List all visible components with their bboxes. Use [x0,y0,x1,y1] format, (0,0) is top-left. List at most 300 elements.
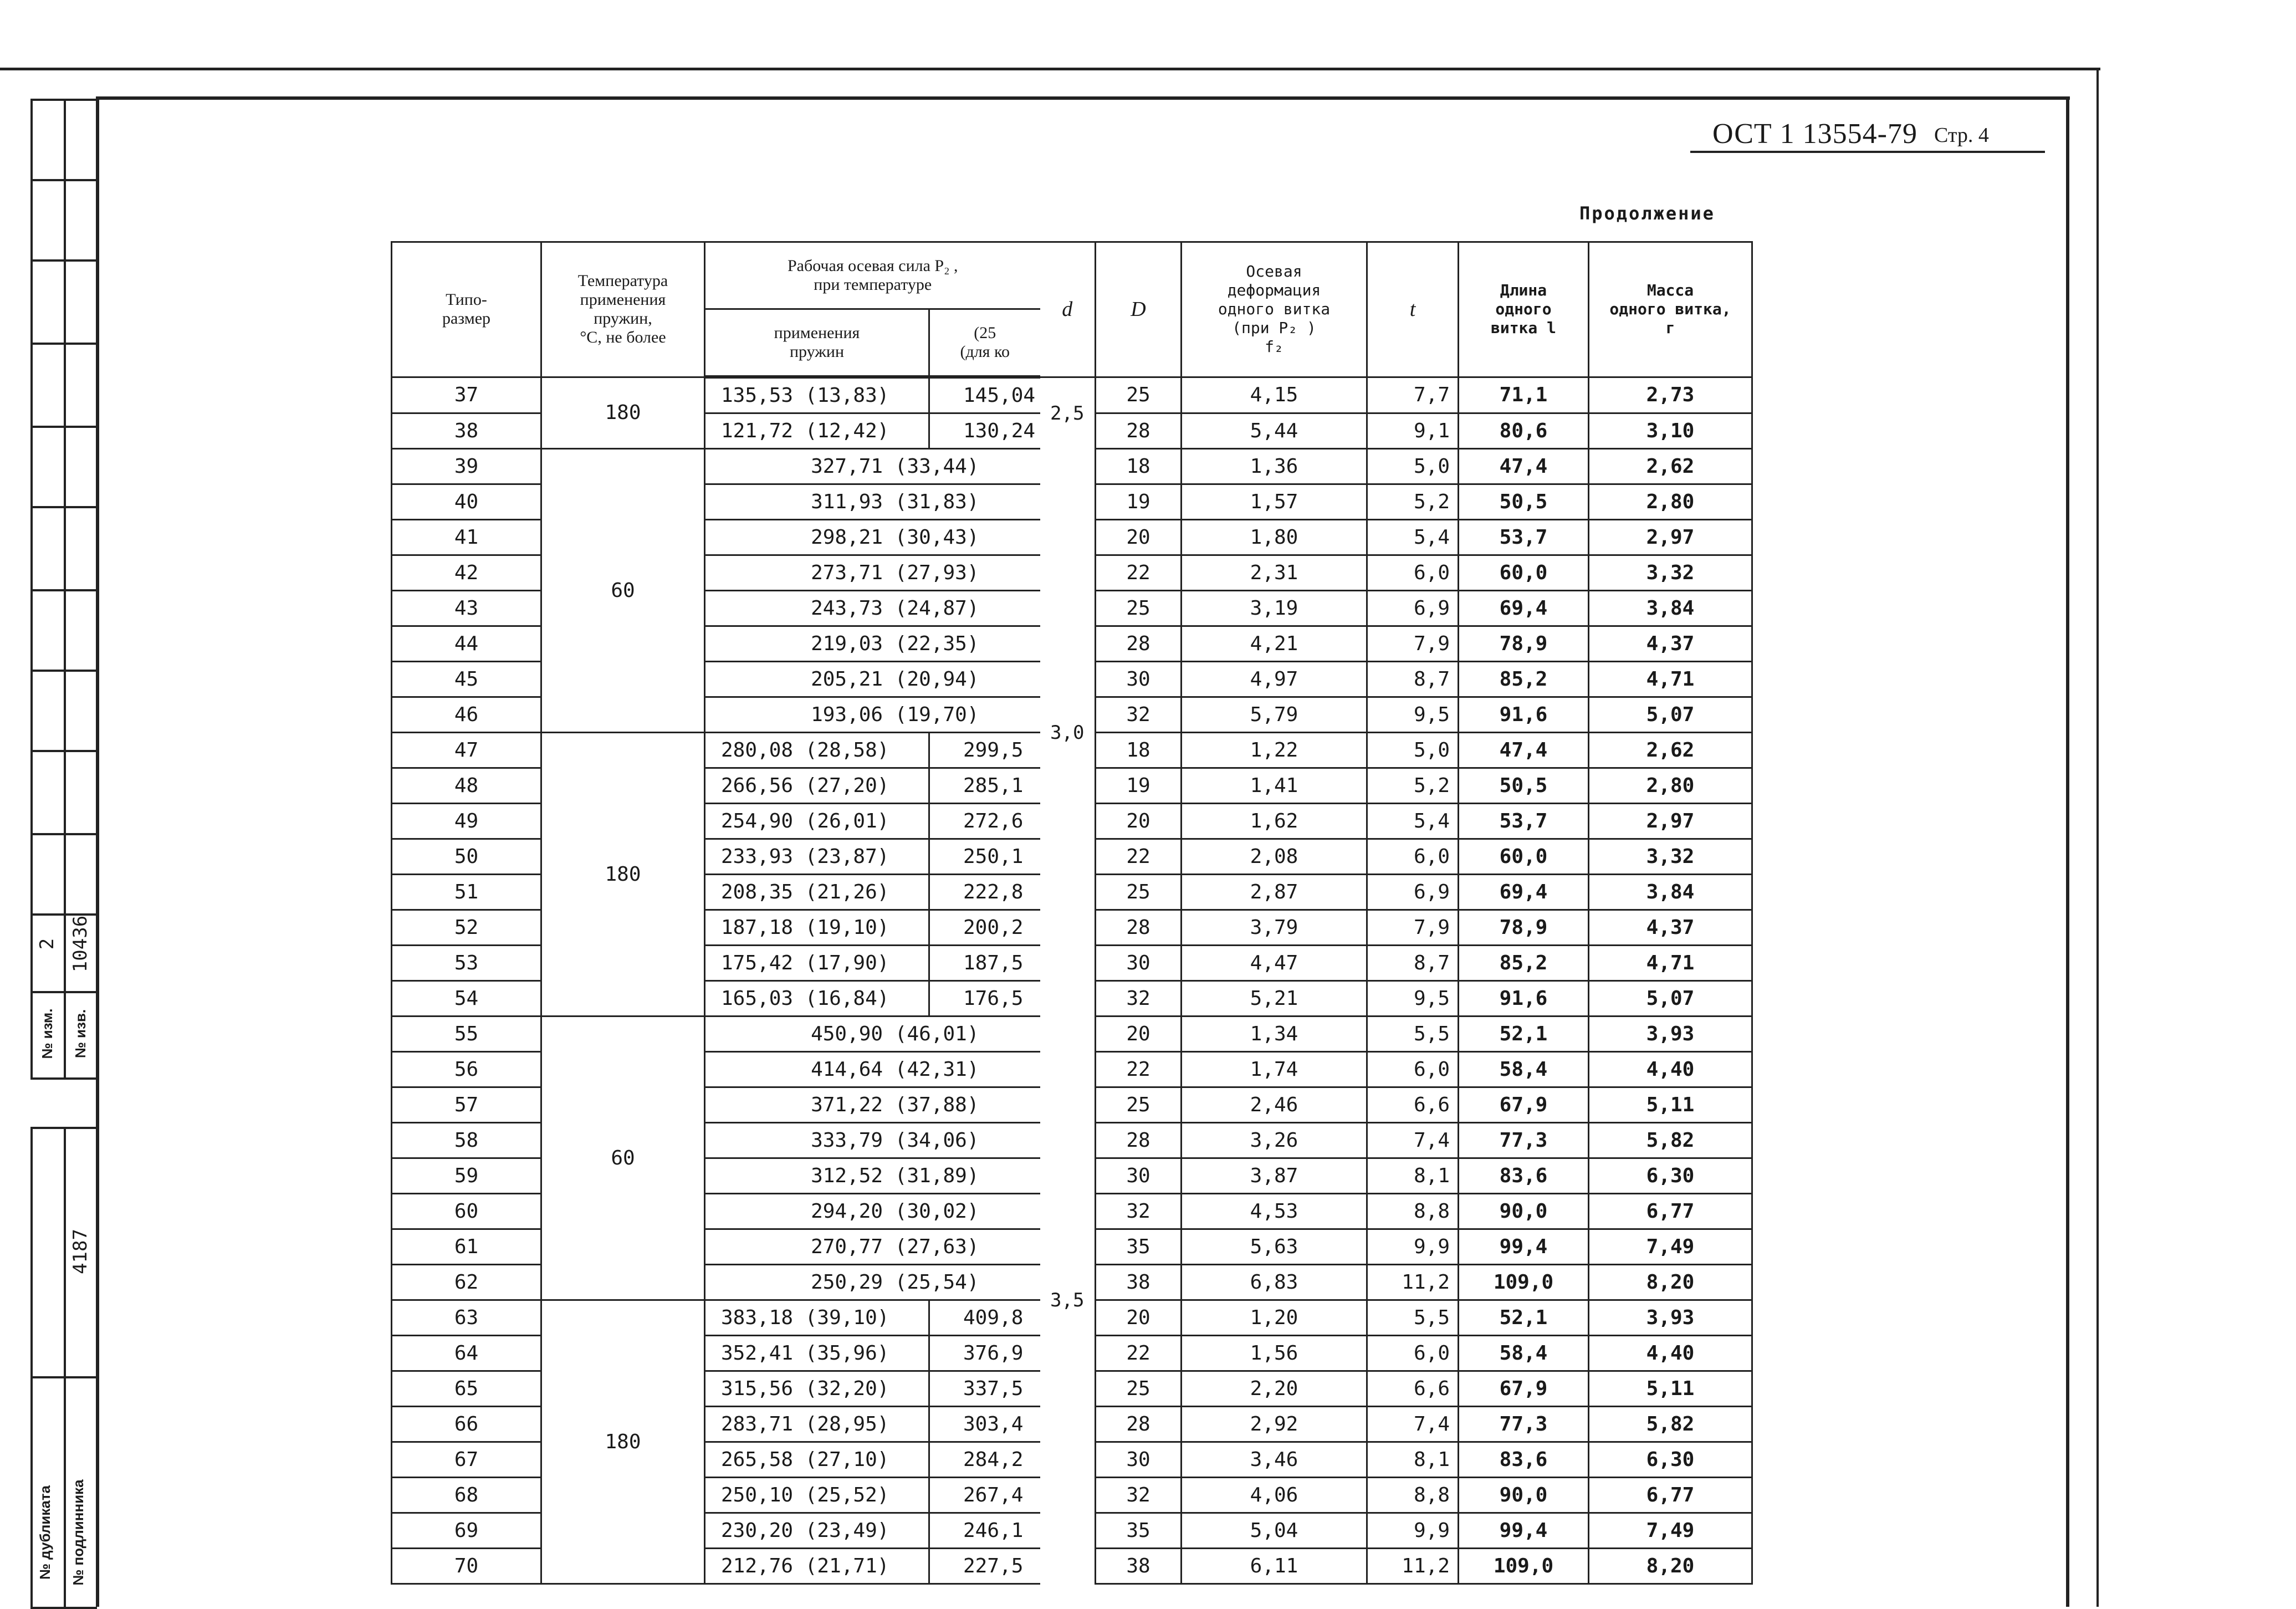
coil-length-cell: 85,2 [1459,662,1589,697]
outer-diameter-cell: 35 [1096,1513,1182,1549]
force-application-cell: 233,93 (23,87) [705,839,929,875]
spring-parameters-table [391,241,1753,1585]
right-frame-line [2066,96,2069,1607]
table-row [392,1017,1752,1052]
type-size-cell: 68 [392,1478,541,1513]
outer-right-frame-line [2096,68,2099,1607]
force-application-cell: 352,41 (35,96) [705,1336,929,1371]
coil-length-cell: 52,1 [1459,1017,1589,1052]
coil-length-cell: 85,2 [1459,946,1589,981]
type-size-cell: 54 [392,981,541,1017]
stamp-notice-no: 10436 [69,915,91,973]
type-size-cell: 59 [392,1158,541,1194]
outer-diameter-cell: 25 [1096,377,1182,413]
force-25-cell: 227,5 [929,1549,1040,1584]
force-25-cell: 284,2 [929,1442,1040,1478]
pitch-cell: 8,1 [1367,1442,1459,1478]
pitch-cell: 5,4 [1367,520,1459,555]
pitch-cell: 8,7 [1367,662,1459,697]
coil-mass-cell: 6,77 [1589,1194,1752,1229]
type-size-cell: 39 [392,449,541,484]
header-temperature: Температура применения пружин, °С, не более [541,242,705,377]
deformation-cell: 1,56 [1182,1336,1367,1371]
outer-diameter-cell: 28 [1096,626,1182,662]
outer-diameter-cell: 19 [1096,484,1182,520]
pitch-cell: 5,5 [1367,1300,1459,1336]
stamp-change-label: № изм. [39,1008,55,1059]
pitch-cell: 5,0 [1367,733,1459,768]
force-application-cell: 187,18 (19,10) [705,910,929,946]
header-force: Рабочая осевая сила P₂ , при температуре [705,242,1040,309]
force-application-cell: 254,90 (26,01) [705,804,929,839]
deformation-cell: 4,47 [1182,946,1367,981]
coil-mass-cell: 5,07 [1589,697,1752,733]
type-size-cell: 70 [392,1549,541,1584]
header-coil-mass: Масса одного витка, г [1589,242,1752,377]
coil-mass-cell: 2,97 [1589,804,1752,839]
pitch-cell: 8,8 [1367,1194,1459,1229]
top-frame-line [0,68,2100,70]
coil-mass-cell: 2,80 [1589,768,1752,804]
coil-mass-cell: 4,37 [1589,910,1752,946]
type-size-cell: 37 [392,377,541,413]
outer-diameter-cell: 20 [1096,1017,1182,1052]
force-merged-cell: 219,03 (22,35) [705,626,1040,662]
pitch-cell: 5,0 [1367,449,1459,484]
pitch-cell: 6,9 [1367,591,1459,626]
coil-mass-cell: 3,93 [1589,1017,1752,1052]
force-25-cell: 130,24 [929,413,1040,449]
coil-length-cell: 109,0 [1459,1549,1589,1584]
force-application-cell: 230,20 (23,49) [705,1513,929,1549]
deformation-cell: 2,20 [1182,1371,1367,1407]
inner-top-frame-line [97,96,2070,100]
force-25-cell: 250,1 [929,839,1040,875]
coil-length-cell: 83,6 [1459,1158,1589,1194]
coil-length-cell: 77,3 [1459,1407,1589,1442]
coil-length-cell: 71,1 [1459,377,1589,413]
force-application-cell: 135,53 (13,83) [705,377,929,413]
pitch-cell: 11,2 [1367,1265,1459,1300]
outer-diameter-cell: 38 [1096,1549,1182,1584]
coil-length-cell: 109,0 [1459,1265,1589,1300]
pitch-cell: 6,0 [1367,555,1459,591]
pitch-cell: 6,9 [1367,875,1459,910]
coil-mass-cell: 6,30 [1589,1158,1752,1194]
coil-mass-cell: 5,82 [1589,1407,1752,1442]
pitch-cell: 5,2 [1367,484,1459,520]
force-25-cell: 337,5 [929,1371,1040,1407]
coil-length-cell: 60,0 [1459,555,1589,591]
table-row [392,377,1752,413]
deformation-cell: 1,34 [1182,1017,1367,1052]
force-merged-cell: 371,22 (37,88) [705,1087,1040,1123]
outer-diameter-cell: 18 [1096,733,1182,768]
deformation-cell: 1,36 [1182,449,1367,484]
pitch-cell: 8,1 [1367,1158,1459,1194]
deformation-cell: 1,22 [1182,733,1367,768]
type-size-cell: 61 [392,1229,541,1265]
deformation-cell: 1,62 [1182,804,1367,839]
outer-diameter-cell: 38 [1096,1265,1182,1300]
stamp-rule-5 [30,506,97,508]
temperature-cell: 180 [541,377,705,449]
deformation-cell: 5,63 [1182,1229,1367,1265]
type-size-cell: 66 [392,1407,541,1442]
force-application-cell: 212,76 (21,71) [705,1549,929,1584]
type-size-cell: 44 [392,626,541,662]
force-25-cell: 303,4 [929,1407,1040,1442]
deformation-cell: 1,41 [1182,768,1367,804]
header-D: D [1096,242,1182,377]
type-size-cell: 56 [392,1052,541,1087]
pitch-cell: 5,5 [1367,1017,1459,1052]
coil-mass-cell: 4,40 [1589,1336,1752,1371]
type-size-cell: 43 [392,591,541,626]
force-25-cell: 222,8 [929,875,1040,910]
pitch-cell: 7,9 [1367,910,1459,946]
coil-length-cell: 52,1 [1459,1300,1589,1336]
table-row [392,449,1752,484]
outer-diameter-cell: 19 [1096,768,1182,804]
coil-mass-cell: 3,32 [1589,555,1752,591]
coil-mass-cell: 5,82 [1589,1123,1752,1158]
deformation-cell: 2,08 [1182,839,1367,875]
type-size-cell: 67 [392,1442,541,1478]
stamp-bottom-rule [30,1376,97,1378]
type-size-cell: 53 [392,946,541,981]
force-application-cell: 208,35 (21,26) [705,875,929,910]
pitch-cell: 5,2 [1367,768,1459,804]
force-application-cell: 165,03 (16,84) [705,981,929,1017]
header-t: t [1367,242,1459,377]
outer-diameter-cell: 22 [1096,1052,1182,1087]
coil-mass-cell: 5,07 [1589,981,1752,1017]
temperature-cell: 60 [541,449,705,733]
outer-diameter-cell: 22 [1096,555,1182,591]
coil-length-cell: 53,7 [1459,520,1589,555]
deformation-cell: 4,21 [1182,626,1367,662]
force-application-cell: 283,71 (28,95) [705,1407,929,1442]
force-merged-cell: 298,21 (30,43) [705,520,1040,555]
outer-diameter-cell: 28 [1096,910,1182,946]
force-merged-cell: 333,79 (34,06) [705,1123,1040,1158]
type-size-cell: 40 [392,484,541,520]
stamp-rule-4 [30,426,97,428]
type-size-cell: 63 [392,1300,541,1336]
force-25-cell: 200,2 [929,910,1040,946]
type-size-cell: 38 [392,413,541,449]
force-merged-cell: 193,06 (19,70) [705,697,1040,733]
pitch-cell: 9,9 [1367,1513,1459,1549]
coil-mass-cell: 8,20 [1589,1265,1752,1300]
force-25-cell: 409,8 [929,1300,1040,1336]
pitch-cell: 8,7 [1367,946,1459,981]
outer-diameter-cell: 28 [1096,1123,1182,1158]
stamp-rule-11 [30,991,97,993]
pitch-cell: 5,4 [1367,804,1459,839]
coil-length-cell: 78,9 [1459,626,1589,662]
coil-mass-cell: 5,11 [1589,1371,1752,1407]
deformation-cell: 1,80 [1182,520,1367,555]
type-size-cell: 52 [392,910,541,946]
type-size-cell: 49 [392,804,541,839]
outer-diameter-cell: 25 [1096,875,1182,910]
coil-mass-cell: 3,32 [1589,839,1752,875]
deformation-cell: 5,04 [1182,1513,1367,1549]
type-size-cell: 41 [392,520,541,555]
table-body [392,377,1752,1584]
force-merged-cell: 270,77 (27,63) [705,1229,1040,1265]
stamp-change-no: 2 [36,938,58,950]
stamp-rule-1 [30,179,97,181]
force-merged-cell: 243,73 (24,87) [705,591,1040,626]
header-d: d [1040,242,1096,377]
force-application-cell: 121,72 (12,42) [705,413,929,449]
outer-diameter-cell: 25 [1096,1087,1182,1123]
coil-length-cell: 91,6 [1459,697,1589,733]
outer-diameter-cell: 22 [1096,1336,1182,1371]
deformation-cell: 5,21 [1182,981,1367,1017]
coil-mass-cell: 4,71 [1589,946,1752,981]
outer-diameter-cell: 22 [1096,839,1182,875]
coil-mass-cell: 3,10 [1589,413,1752,449]
pitch-cell: 7,7 [1367,377,1459,413]
coil-mass-cell: 3,93 [1589,1300,1752,1336]
type-size-cell: 42 [392,555,541,591]
force-application-cell: 250,10 (25,52) [705,1478,929,1513]
coil-mass-cell: 2,73 [1589,377,1752,413]
type-size-cell: 50 [392,839,541,875]
force-25-cell: 176,5 [929,981,1040,1017]
force-application-cell: 265,58 (27,10) [705,1442,929,1478]
coil-length-cell: 99,4 [1459,1513,1589,1549]
type-size-cell: 65 [392,1371,541,1407]
outer-diameter-cell: 20 [1096,1300,1182,1336]
deformation-cell: 4,06 [1182,1478,1367,1513]
coil-length-cell: 47,4 [1459,733,1589,768]
coil-mass-cell: 3,84 [1589,875,1752,910]
coil-mass-cell: 7,49 [1589,1229,1752,1265]
coil-mass-cell: 8,20 [1589,1549,1752,1584]
document-code: ОСТ 1 13554-79 [1712,118,1917,150]
coil-length-cell: 91,6 [1459,981,1589,1017]
force-merged-cell: 205,21 (20,94) [705,662,1040,697]
wire-diameter-cell: 2,5 [1040,377,1096,449]
header-type-size: Типо- размер [392,242,541,377]
force-25-cell: 145,04 [929,377,1040,413]
outer-diameter-cell: 20 [1096,520,1182,555]
deformation-cell: 2,31 [1182,555,1367,591]
type-size-cell: 60 [392,1194,541,1229]
outer-diameter-cell: 35 [1096,1229,1182,1265]
coil-length-cell: 90,0 [1459,1194,1589,1229]
pitch-cell: 7,9 [1367,626,1459,662]
force-merged-cell: 450,90 (46,01) [705,1017,1040,1052]
stamp-bottom-divider [64,1127,66,1609]
coil-length-cell: 58,4 [1459,1052,1589,1087]
type-size-cell: 45 [392,662,541,697]
force-25-cell: 299,5 [929,733,1040,768]
pitch-cell: 9,5 [1367,981,1459,1017]
stamp-rule-3 [30,343,97,345]
coil-mass-cell: 2,62 [1589,449,1752,484]
coil-length-cell: 53,7 [1459,804,1589,839]
pitch-cell: 7,4 [1367,1407,1459,1442]
pitch-cell: 9,1 [1367,413,1459,449]
wire-diameter-cell: 3,0 [1040,449,1096,1017]
outer-diameter-cell: 30 [1096,946,1182,981]
outer-diameter-cell: 32 [1096,1194,1182,1229]
coil-length-cell: 67,9 [1459,1371,1589,1407]
coil-mass-cell: 2,62 [1589,733,1752,768]
stamp-original-label: № подлинника [70,1479,86,1586]
coil-mass-cell: 2,80 [1589,484,1752,520]
continuation-label: Продолжение [1579,203,1715,224]
stamp-duplicate-label: № дубликата [37,1485,53,1580]
force-merged-cell: 294,20 (30,02) [705,1194,1040,1229]
force-application-cell: 266,56 (27,20) [705,768,929,804]
pitch-cell: 9,5 [1367,697,1459,733]
pitch-cell: 7,4 [1367,1123,1459,1158]
pitch-cell: 6,0 [1367,839,1459,875]
wire-diameter-cell: 3,5 [1040,1017,1096,1584]
coil-mass-cell: 6,77 [1589,1478,1752,1513]
coil-mass-cell: 4,37 [1589,626,1752,662]
pitch-cell: 11,2 [1367,1549,1459,1584]
stamp-original-no: 4187 [69,1229,91,1274]
force-25-cell: 272,6 [929,804,1040,839]
type-size-cell: 57 [392,1087,541,1123]
deformation-cell: 3,87 [1182,1158,1367,1194]
header-coil-length: Длина одного витка l [1459,242,1589,377]
coil-length-cell: 80,6 [1459,413,1589,449]
outer-diameter-cell: 25 [1096,1371,1182,1407]
temperature-cell: 60 [541,1017,705,1300]
pitch-cell: 6,0 [1367,1336,1459,1371]
deformation-cell: 2,46 [1182,1087,1367,1123]
deformation-cell: 3,46 [1182,1442,1367,1478]
type-size-cell: 46 [392,697,541,733]
deformation-cell: 6,83 [1182,1265,1367,1300]
stamp-rule-9 [30,833,97,835]
outer-diameter-cell: 32 [1096,981,1182,1017]
force-merged-cell: 312,52 (31,89) [705,1158,1040,1194]
outer-diameter-cell: 32 [1096,1478,1182,1513]
coil-length-cell: 47,4 [1459,449,1589,484]
outer-diameter-cell: 28 [1096,1407,1182,1442]
header-force-application: применения пружин [705,309,929,377]
coil-mass-cell: 5,11 [1589,1087,1752,1123]
deformation-cell: 2,92 [1182,1407,1367,1442]
outer-diameter-cell: 18 [1096,449,1182,484]
coil-length-cell: 58,4 [1459,1336,1589,1371]
type-size-cell: 62 [392,1265,541,1300]
deformation-cell: 1,74 [1182,1052,1367,1087]
pitch-cell: 6,0 [1367,1052,1459,1087]
deformation-cell: 3,79 [1182,910,1367,946]
force-merged-cell: 414,64 (42,31) [705,1052,1040,1087]
force-application-cell: 175,42 (17,90) [705,946,929,981]
deformation-cell: 2,87 [1182,875,1367,910]
deformation-cell: 4,53 [1182,1194,1367,1229]
header-force-25: (25 (для ко [929,309,1040,377]
outer-diameter-cell: 30 [1096,662,1182,697]
outer-diameter-cell: 25 [1096,591,1182,626]
coil-length-cell: 69,4 [1459,875,1589,910]
force-merged-cell: 311,93 (31,83) [705,484,1040,520]
force-25-cell: 187,5 [929,946,1040,981]
deformation-cell: 6,11 [1182,1549,1367,1584]
stamp-strip [30,99,97,1606]
outer-diameter-cell: 28 [1096,413,1182,449]
deformation-cell: 3,19 [1182,591,1367,626]
type-size-cell: 48 [392,768,541,804]
outer-diameter-cell: 30 [1096,1158,1182,1194]
stamp-rule-8 [30,750,97,752]
pitch-cell: 8,8 [1367,1478,1459,1513]
force-merged-cell: 273,71 (27,93) [705,555,1040,591]
stamp-rule-7 [30,670,97,672]
stamp-rule-6 [30,589,97,591]
force-merged-cell: 250,29 (25,54) [705,1265,1040,1300]
pitch-cell: 9,9 [1367,1229,1459,1265]
pitch-cell: 6,6 [1367,1087,1459,1123]
type-size-cell: 69 [392,1513,541,1549]
force-application-cell: 280,08 (28,58) [705,733,929,768]
type-size-cell: 47 [392,733,541,768]
stamp-rule-2 [30,259,97,262]
coil-mass-cell: 6,30 [1589,1442,1752,1478]
temperature-cell: 180 [541,733,705,1017]
type-size-cell: 55 [392,1017,541,1052]
coil-length-cell: 78,9 [1459,910,1589,946]
deformation-cell: 3,26 [1182,1123,1367,1158]
deformation-cell: 1,20 [1182,1300,1367,1336]
coil-length-cell: 69,4 [1459,591,1589,626]
deformation-cell: 5,79 [1182,697,1367,733]
coil-length-cell: 60,0 [1459,839,1589,875]
coil-length-cell: 90,0 [1459,1478,1589,1513]
header-deformation: Осевая деформация одного витка (при P₂ ) f₂ [1182,242,1367,377]
deformation-cell: 5,44 [1182,413,1367,449]
deformation-cell: 4,97 [1182,662,1367,697]
coil-length-cell: 83,6 [1459,1442,1589,1478]
coil-mass-cell: 7,49 [1589,1513,1752,1549]
type-size-cell: 64 [392,1336,541,1371]
header-underline [1690,151,2045,153]
coil-length-cell: 67,9 [1459,1087,1589,1123]
force-merged-cell: 327,71 (33,44) [705,449,1040,484]
deformation-cell: 1,57 [1182,484,1367,520]
coil-length-cell: 50,5 [1459,484,1589,520]
force-25-cell: 267,4 [929,1478,1040,1513]
stamp-notice-label: № изв. [72,1009,89,1059]
force-application-cell: 383,18 (39,10) [705,1300,929,1336]
pitch-cell: 6,6 [1367,1371,1459,1407]
coil-length-cell: 77,3 [1459,1123,1589,1158]
coil-mass-cell: 2,97 [1589,520,1752,555]
page-number: Стр. 4 [1934,124,1989,147]
coil-length-cell: 50,5 [1459,768,1589,804]
coil-mass-cell: 4,40 [1589,1052,1752,1087]
force-25-cell: 376,9 [929,1336,1040,1371]
outer-diameter-cell: 20 [1096,804,1182,839]
outer-diameter-cell: 32 [1096,697,1182,733]
force-25-cell: 285,1 [929,768,1040,804]
type-size-cell: 58 [392,1123,541,1158]
coil-mass-cell: 4,71 [1589,662,1752,697]
